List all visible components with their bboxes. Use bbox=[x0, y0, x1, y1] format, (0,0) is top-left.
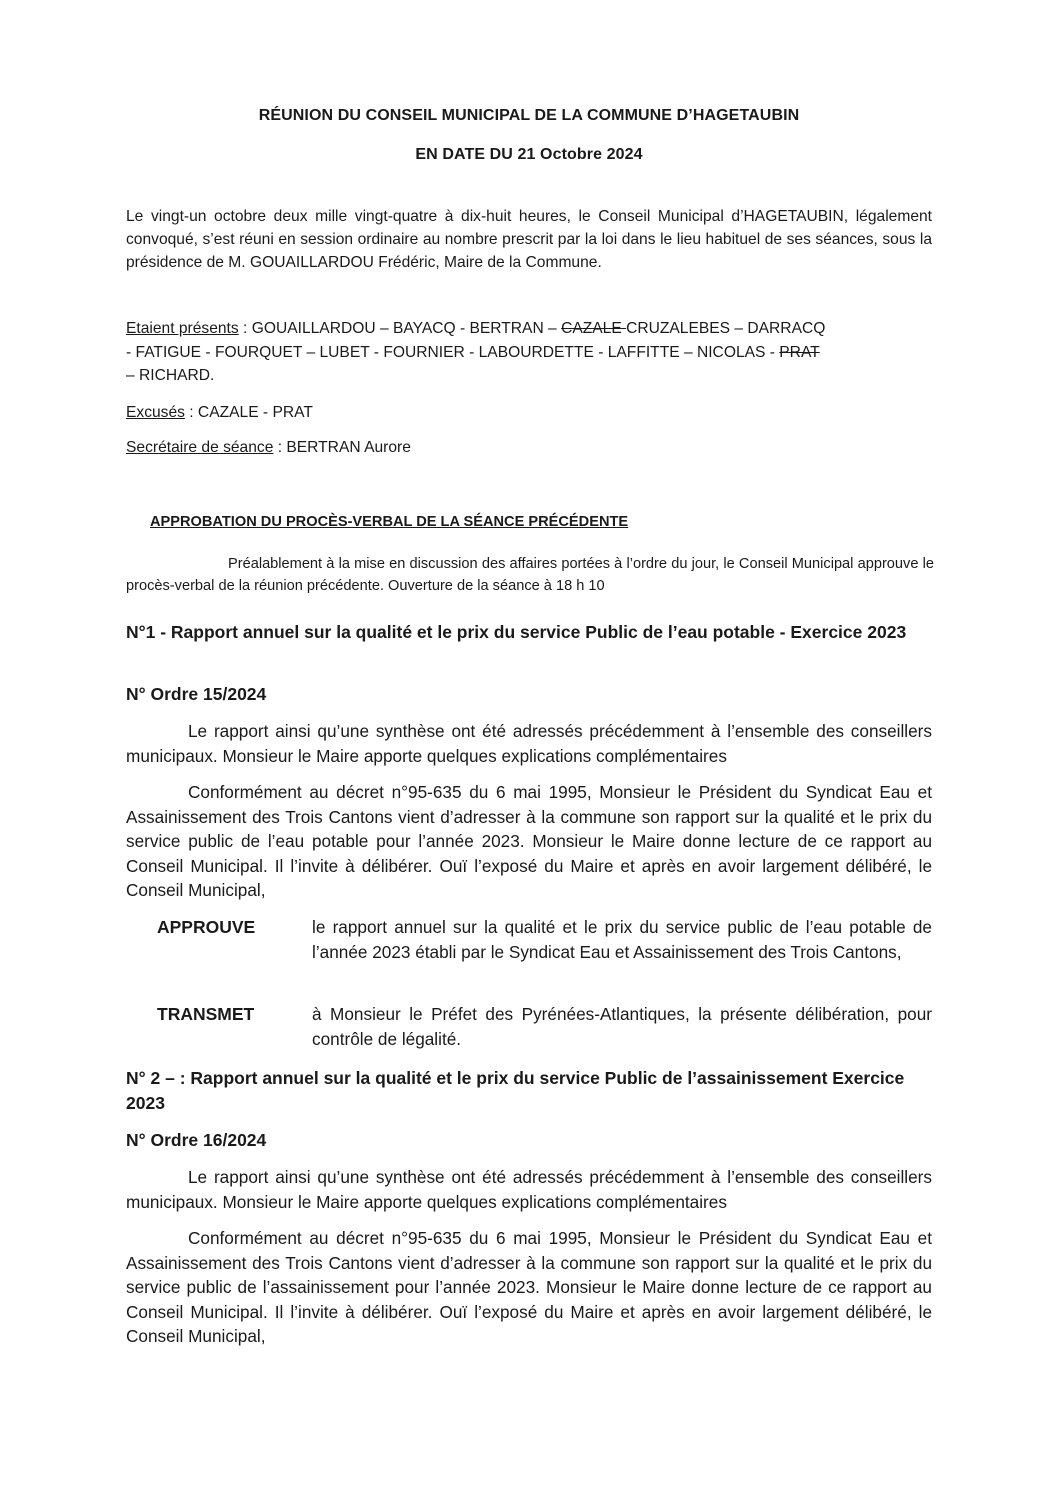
item-2-title: N° 2 – : Rapport annuel sur la qualité et le prix du service Public de l’assainissement Exercice 2023 bbox=[126, 1068, 905, 1113]
present-struck-name-2: PRAT bbox=[779, 344, 820, 361]
secretary-value: : BERTRAN Aurore bbox=[273, 439, 411, 456]
excused-line bbox=[126, 404, 313, 422]
approbation-paragraph bbox=[126, 553, 934, 597]
item-1-decision-approuve bbox=[126, 915, 936, 965]
present-names-2: - FATIGUE - FOURQUET – LUBET - FOURNIER - LABOURDETTE - LAFFITTE – NICOLAS - bbox=[126, 344, 780, 361]
approbation-heading: APPROBATION DU PROCÈS-VERBAL DE LA SÉANCE PRÉCÉDENTE bbox=[150, 514, 629, 530]
item-2-paragraph-1: Le rapport ainsi qu’une synthèse ont été adressés précédemment à l’ensemble des conseillers municipaux. Monsieur le Maire apporte quelques explications complémentaires bbox=[126, 1167, 932, 1212]
present-names-1a: : GOUAILLARDOU – BAYACQ - BERTRAN – bbox=[238, 320, 562, 337]
secretary-label: Secrétaire de séance bbox=[126, 439, 274, 456]
excused-label: Excusés bbox=[126, 404, 185, 421]
item-1-order: N° Ordre 15/2024 bbox=[126, 684, 267, 704]
secretary-line bbox=[126, 439, 411, 457]
decision-keyword: TRANSMET bbox=[157, 1004, 255, 1024]
present-line-2 bbox=[126, 344, 820, 362]
item-2-order: N° Ordre 16/2024 bbox=[126, 1130, 267, 1150]
approbation-text: Préalablement à la mise en discussion des affaires portées à l’ordre du jour, le Conseil Municipal approuve le procès-verbal de la réunion précédente. Ouverture de la séance à 18 h 10 bbox=[126, 556, 934, 594]
present-label: Etaient présents bbox=[126, 320, 239, 337]
item-1-paragraph-1: Le rapport ainsi qu’une synthèse ont été adressés précédemment à l’ensemble des conseillers municipaux. Monsieur le Maire apporte quelques explications complémentaires bbox=[126, 721, 932, 766]
item-1-paragraph-2: Conformément au décret n°95-635 du 6 mai 1995, Monsieur le Président du Syndicat Eau et Assainissement des Trois Cantons vient d’adresser à la commune son rapport sur la qualité et le prix du service public de l’eau potable pour l’année 2023. Monsieur le Maire donne lecture de ce rapport au Conseil Municipal. Il l’invite à délibérer. Ouï l’exposé du Maire et après en avoir largement délibéré, le Conseil Municipal, bbox=[126, 782, 932, 900]
page-title: RÉUNION DU CONSEIL MUNICIPAL DE LA COMMUNE D’HAGETAUBIN bbox=[258, 107, 800, 124]
item-1-title: N°1 - Rapport annuel sur la qualité et le prix du service Public de l’eau potable - Exercice 2023 bbox=[126, 622, 907, 642]
intro-paragraph: Le vingt-un octobre deux mille vingt-quatre à dix-huit heures, le Conseil Municipal d’HAGETAUBIN, légalement convoqué, s’est réuni en session ordinaire au nombre prescrit par la loi dans le lieu habituel de ses séances, sous la présidence de M. GOUAILLARDOU Frédéric, Maire de la Commune. bbox=[126, 208, 932, 271]
present-line-1 bbox=[126, 320, 825, 338]
present-struck-name-1: CAZALE bbox=[561, 320, 627, 337]
meeting-date: EN DATE DU 21 Octobre 2024 bbox=[415, 146, 643, 163]
decision-keyword: APPROUVE bbox=[157, 917, 256, 937]
item-1-decision-transmet bbox=[126, 1002, 936, 1052]
present-line-3: – RICHARD. bbox=[126, 367, 215, 384]
decision-text: le rapport annuel sur la qualité et le prix du service public de l’eau potable de l’année 2023 établi par le Syndicat Eau et Assainissement des Trois Cantons, bbox=[312, 917, 932, 962]
item-2-paragraph-2: Conformément au décret n°95-635 du 6 mai 1995, Monsieur le Président du Syndicat Eau et Assainissement des Trois Cantons vient d’adresser à la commune son rapport sur la qualité et le prix du service public de l’assainissement pour l’année 2023. Monsieur le Maire donne lecture de ce rapport au Conseil Municipal. Il l’invite à délibérer. Ouï l’exposé du Maire et après en avoir largement délibéré, le Conseil Municipal, bbox=[126, 1228, 932, 1346]
decision-text: à Monsieur le Préfet des Pyrénées-Atlantiques, la présente délibération, pour contrôle de légalité. bbox=[312, 1004, 932, 1049]
excused-value: : CAZALE - PRAT bbox=[184, 404, 313, 421]
present-names-1b: CRUZALEBES – DARRACQ bbox=[626, 320, 826, 337]
